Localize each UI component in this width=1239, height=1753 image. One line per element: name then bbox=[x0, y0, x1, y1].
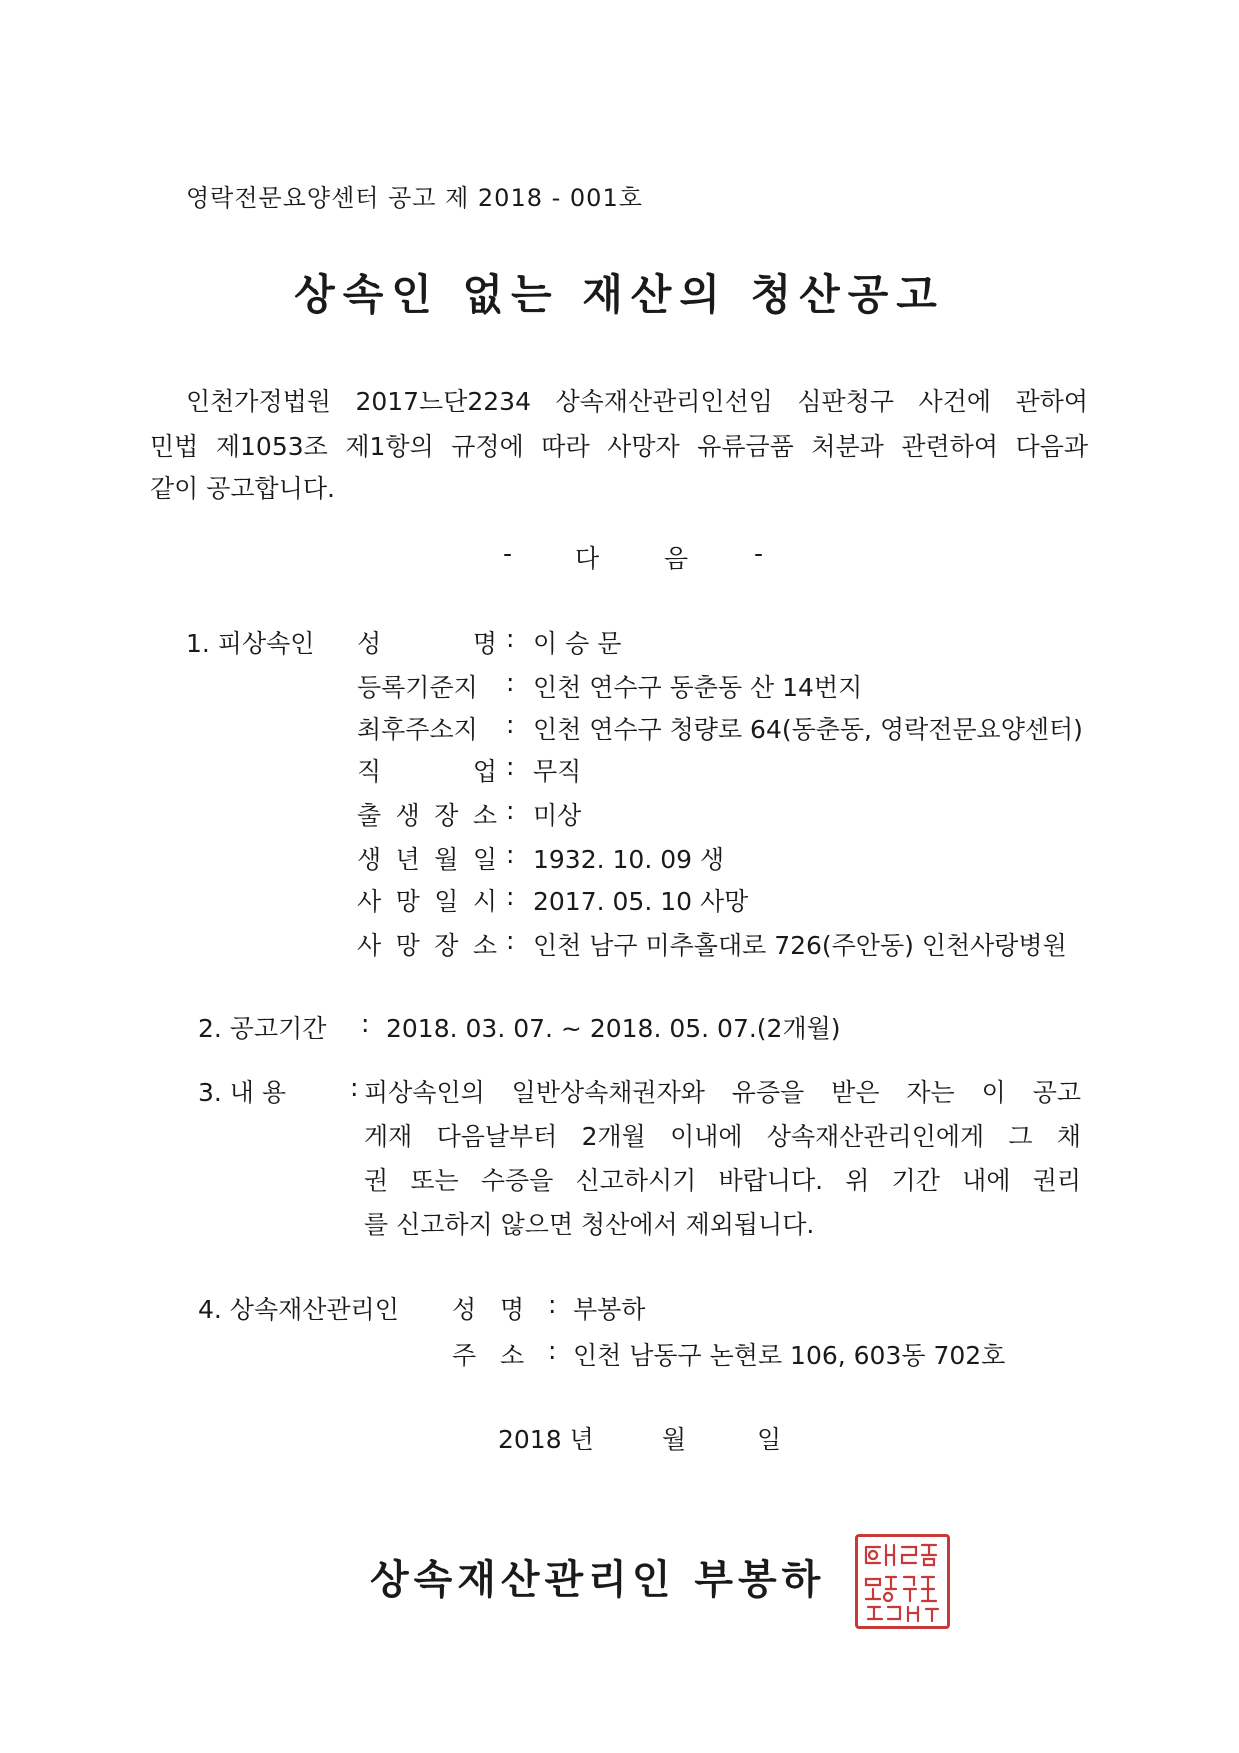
deceased-field-colon: : bbox=[506, 796, 515, 825]
section-2-value: 2018. 03. 07. ~ 2018. 05. 07.(2개월) bbox=[386, 1014, 841, 1043]
section-4-label: 4. 상속재산관리인 bbox=[198, 1295, 399, 1324]
seal-stamp-icon bbox=[858, 1537, 947, 1626]
heading-word-1: 다 bbox=[575, 544, 600, 573]
deceased-field-value: 인천 연수구 청량로 64(동춘동, 영락전문요양센터) bbox=[533, 715, 1083, 744]
section-3-line: 를 신고하지 않으면 청산에서 제외됩니다. bbox=[364, 1210, 815, 1239]
signature-line: 상속재산관리인 부봉하 bbox=[370, 1557, 826, 1603]
section-4-colon: : bbox=[548, 1290, 557, 1319]
deceased-field-key: 직 업 bbox=[357, 757, 497, 786]
deceased-field-colon: : bbox=[506, 624, 515, 653]
heading-word-2: 음 bbox=[664, 544, 689, 573]
deceased-field-colon: : bbox=[506, 668, 515, 697]
deceased-field-colon: : bbox=[506, 752, 515, 781]
section-2-colon: : bbox=[361, 1009, 370, 1038]
deceased-field-key: 생 년 월 일 bbox=[357, 845, 497, 874]
official-seal bbox=[855, 1534, 950, 1629]
section-3-line: 게재 다음날부터 2개월 이내에 상속재산관리인에게 그 채 bbox=[364, 1122, 1081, 1151]
deceased-field-colon: : bbox=[506, 882, 515, 911]
section-3-line: 권 또는 수증을 신고하시기 바랍니다. 위 기간 내에 권리 bbox=[364, 1166, 1081, 1195]
deceased-field-key: 최후주소지 bbox=[357, 715, 478, 744]
heading-dash-left: - bbox=[503, 539, 513, 568]
section-4-colon: : bbox=[548, 1336, 557, 1365]
date-day: 일 bbox=[757, 1425, 782, 1454]
deceased-field-value: 인천 남구 미추홀대로 726(주안동) 인천사랑병원 bbox=[533, 931, 1067, 960]
deceased-field-value: 인천 연수구 동춘동 산 14번지 bbox=[533, 673, 863, 702]
section-4-key: 성 명 bbox=[452, 1295, 525, 1324]
deceased-field-value: 무직 bbox=[533, 757, 582, 786]
section-4-value: 인천 남동구 논현로 106, 603동 702호 bbox=[573, 1341, 1006, 1370]
deceased-field-key: 성 명 bbox=[357, 629, 497, 658]
section-4-value: 부봉하 bbox=[573, 1295, 646, 1324]
deceased-field-key: 등록기준지 bbox=[357, 673, 478, 702]
section-1-label: 1. 피상속인 bbox=[186, 629, 315, 658]
deceased-field-colon: : bbox=[506, 840, 515, 869]
intro-line-2: 민법 제1053조 제1항의 규정에 따라 사망자 유류금품 처분과 관련하여 다음과 bbox=[150, 432, 1088, 461]
section-3-line: 피상속인의 일반상속채권자와 유증을 받은 자는 이 공고 bbox=[364, 1078, 1081, 1107]
section-2-label: 2. 공고기간 bbox=[198, 1014, 327, 1043]
section-4-key: 주 소 bbox=[452, 1341, 525, 1370]
intro-line-1: 인천가정법원 2017느단2234 상속재산관리인선임 심판청구 사건에 관하여 bbox=[186, 387, 1088, 416]
deceased-field-value: 1932. 10. 09 생 bbox=[533, 845, 725, 874]
deceased-field-key: 사 망 일 시 bbox=[357, 887, 497, 916]
deceased-field-key: 출 생 장 소 bbox=[357, 801, 497, 830]
deceased-field-value: 이 승 문 bbox=[533, 629, 622, 658]
document-title: 상속인 없는 재산의 청산공고 bbox=[294, 270, 945, 319]
notice-number: 영락전문요양센터 공고 제 2018 - 001호 bbox=[186, 184, 643, 212]
deceased-field-value: 2017. 05. 10 사망 bbox=[533, 887, 749, 916]
section-3-label: 3. 내 용 bbox=[198, 1078, 287, 1107]
intro-line-3: 같이 공고합니다. bbox=[150, 474, 335, 503]
date-month: 월 bbox=[662, 1425, 687, 1454]
deceased-field-value: 미상 bbox=[533, 801, 582, 830]
section-3-colon: : bbox=[350, 1073, 359, 1102]
deceased-field-colon: : bbox=[506, 710, 515, 739]
deceased-field-key: 사 망 장 소 bbox=[357, 931, 497, 960]
date-year: 2018 년 bbox=[498, 1425, 594, 1454]
heading-dash-right: - bbox=[754, 539, 764, 568]
deceased-field-colon: : bbox=[506, 926, 515, 955]
